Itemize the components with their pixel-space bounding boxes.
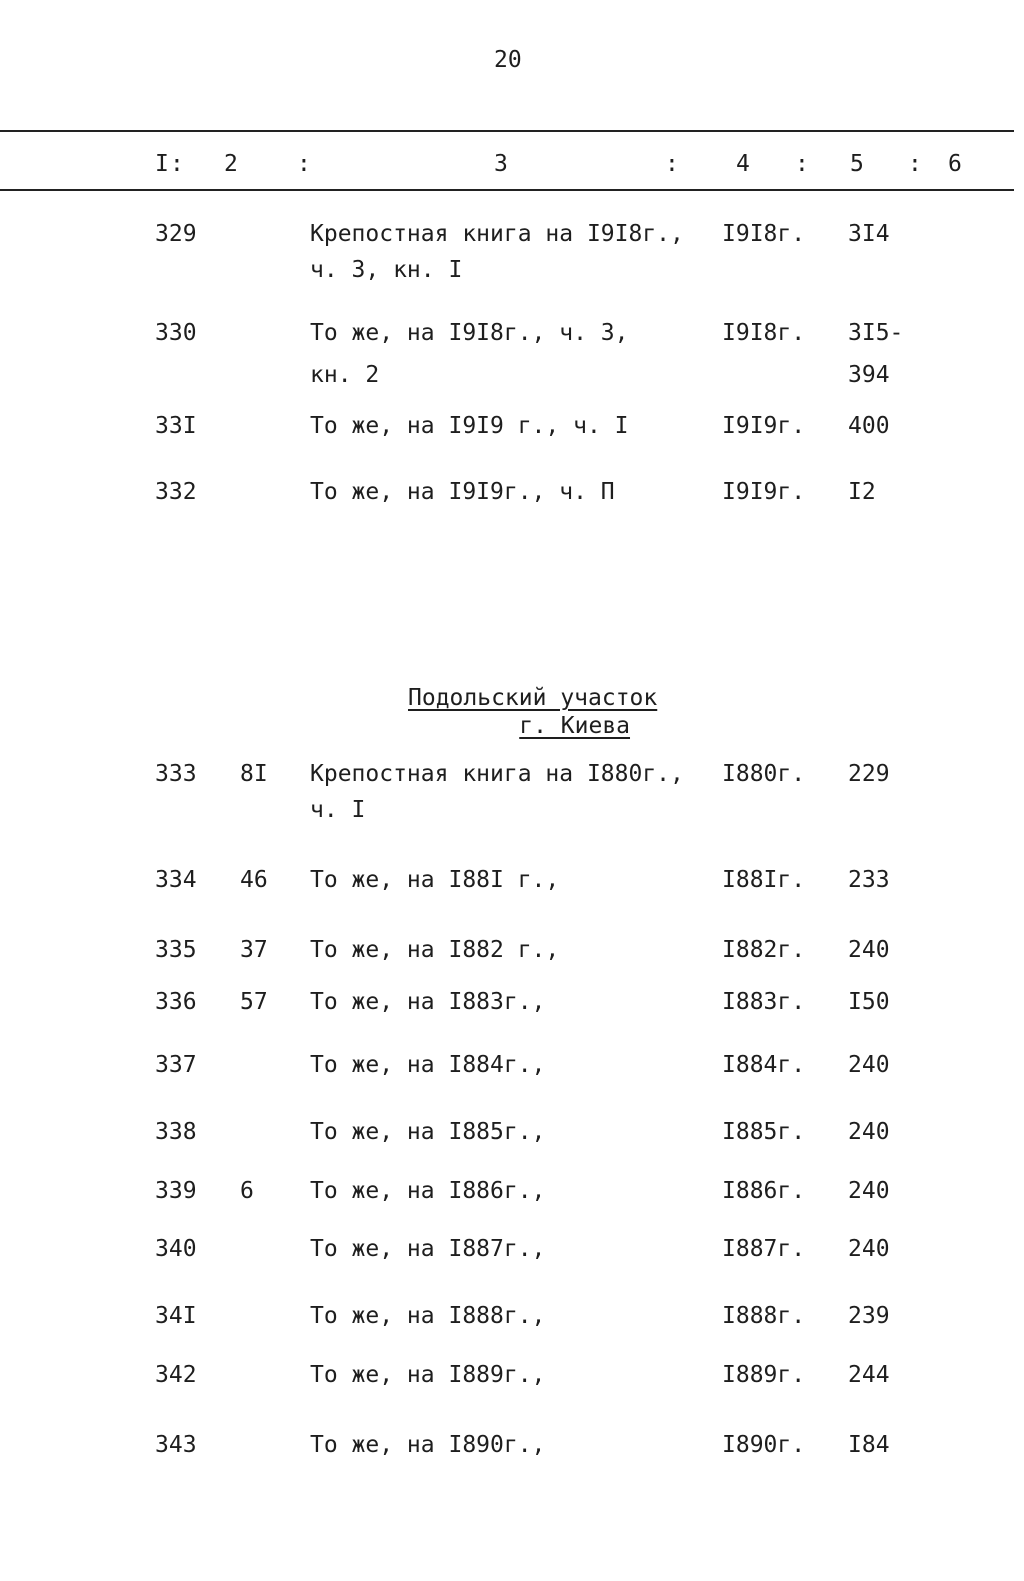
record-number: 343 (155, 1432, 197, 1458)
record-pages: 233 (848, 867, 890, 893)
record-number: 340 (155, 1236, 197, 1262)
record-title: То же, на I890г., (310, 1432, 546, 1458)
record-number: 333 (155, 761, 197, 787)
record-number: 33I (155, 413, 197, 439)
record-pages: 240 (848, 1178, 890, 1204)
record-old-number: 8I (240, 761, 268, 787)
record-pages: I84 (848, 1432, 890, 1458)
record-number: 330 (155, 320, 197, 346)
record-year: I883г. (722, 989, 806, 1015)
record-number: 339 (155, 1178, 197, 1204)
record-year: I882г. (722, 937, 806, 963)
record-title: Крепостная книга на I9I8г., (310, 221, 684, 247)
header-separator: : (908, 151, 922, 177)
record-year: I886г. (722, 1178, 806, 1204)
record-pages: 240 (848, 937, 890, 963)
record-year: I884г. (722, 1052, 806, 1078)
record-title: То же, на I889г., (310, 1362, 546, 1388)
record-year: I885г. (722, 1119, 806, 1145)
record-year: I880г. (722, 761, 806, 787)
header-col-6: 6 (948, 151, 962, 177)
record-pages-cont: 394 (848, 362, 890, 388)
record-title: То же, на I884г., (310, 1052, 546, 1078)
page-number: 20 (494, 47, 522, 73)
record-year: I887г. (722, 1236, 806, 1262)
header-col-4: 4 (736, 151, 750, 177)
record-pages: 240 (848, 1119, 890, 1145)
record-number: 336 (155, 989, 197, 1015)
record-title: То же, на I885г., (310, 1119, 546, 1145)
record-title-cont: ч. I (310, 797, 366, 823)
record-pages: 3I5- (848, 320, 904, 346)
record-number: 337 (155, 1052, 197, 1078)
record-old-number: 57 (240, 989, 268, 1015)
table-top-rule (0, 130, 1014, 132)
record-title-cont: ч. 3, кн. I (310, 257, 463, 283)
record-title: То же, на I887г., (310, 1236, 546, 1262)
record-pages: 229 (848, 761, 890, 787)
record-number: 34I (155, 1303, 197, 1329)
header-separator: : (297, 151, 311, 177)
header-separator: : (170, 151, 184, 177)
record-pages: 240 (848, 1236, 890, 1262)
record-number: 334 (155, 867, 197, 893)
record-title: То же, на I882 г., (310, 937, 560, 963)
record-title: То же, на I9I9 г., ч. I (310, 413, 629, 439)
record-year: I9I8г. (722, 320, 806, 346)
record-pages: I50 (848, 989, 890, 1015)
record-title: То же, на I9I8г., ч. 3, (310, 320, 629, 346)
record-number: 338 (155, 1119, 197, 1145)
record-year: I889г. (722, 1362, 806, 1388)
record-title-cont: кн. 2 (310, 362, 380, 388)
record-pages: 239 (848, 1303, 890, 1329)
header-separator: : (665, 151, 679, 177)
record-number: 329 (155, 221, 197, 247)
record-title: То же, на I88I г., (310, 867, 560, 893)
record-pages: 3I4 (848, 221, 890, 247)
record-year: I88Iг. (722, 867, 806, 893)
record-old-number: 46 (240, 867, 268, 893)
record-title: То же, на I883г., (310, 989, 546, 1015)
record-pages: 400 (848, 413, 890, 439)
header-col-5: 5 (850, 151, 864, 177)
header-col-2: 2 (224, 151, 238, 177)
header-col-3: 3 (494, 151, 508, 177)
record-year: I890г. (722, 1432, 806, 1458)
record-title: Крепостная книга на I880г., (310, 761, 684, 787)
header-col-1: I (155, 151, 169, 177)
record-year: I9I9г. (722, 479, 806, 505)
record-number: 332 (155, 479, 197, 505)
record-title: То же, на I888г., (310, 1303, 546, 1329)
table-header-rule (0, 189, 1014, 191)
record-pages: 244 (848, 1362, 890, 1388)
record-year: I9I8г. (722, 221, 806, 247)
record-title: То же, на I886г., (310, 1178, 546, 1204)
record-year: I9I9г. (722, 413, 806, 439)
record-number: 335 (155, 937, 197, 963)
section-subtitle: г. Киева (519, 713, 631, 739)
record-number: 342 (155, 1362, 197, 1388)
record-title: То же, на I9I9г., ч. П (310, 479, 615, 505)
header-separator: : (795, 151, 809, 177)
record-old-number: 37 (240, 937, 268, 963)
record-pages: 240 (848, 1052, 890, 1078)
record-pages: I2 (848, 479, 876, 505)
record-year: I888г. (722, 1303, 806, 1329)
section-title: Подольский участок (408, 685, 658, 711)
section-heading (408, 684, 657, 740)
record-old-number: 6 (240, 1178, 254, 1204)
